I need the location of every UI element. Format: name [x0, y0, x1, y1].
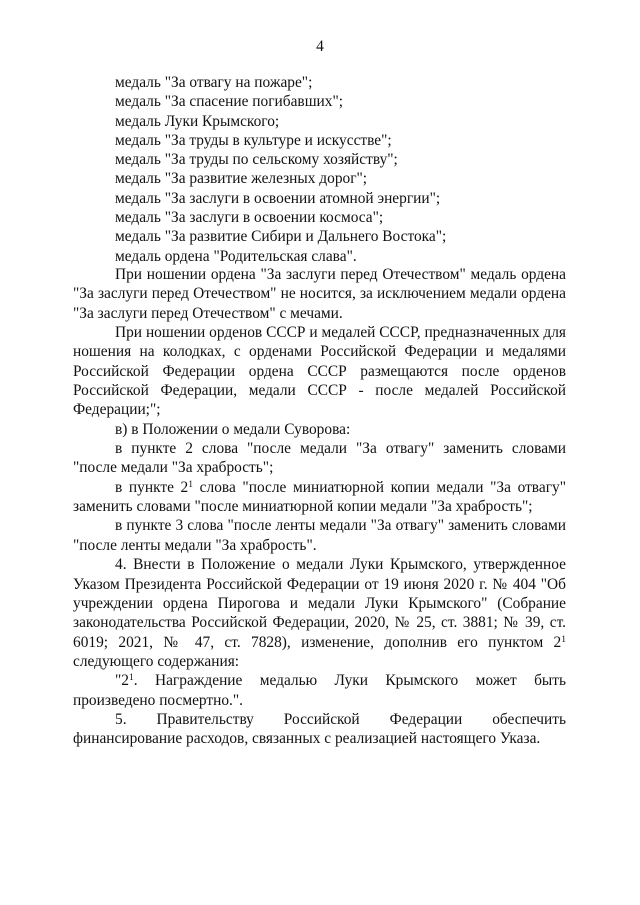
paragraph-suvorov-heading: в) в Положении о медали Суворова: [115, 420, 351, 438]
paragraph-item-4 [73, 555, 566, 671]
paragraph-quote [73, 671, 566, 710]
list-item: медаль "За заслуги в освоении атомной энергии"; [115, 189, 441, 207]
list-item: медаль "За труды в культуре и искусстве"; [115, 131, 392, 149]
text-segment: в пункте 2 [115, 478, 189, 496]
list-item: медаль "За развитие железных дорог"; [115, 170, 368, 188]
paragraph-point-3: в пункте 3 слова "после ленты медали "За отвагу" заменить словами "после ленты медали "За храбрость". [73, 517, 566, 554]
text-segment: слова "после миниатюрной копии медали "За отвагу" заменить словами "после миниатюрной копии медали "За храбрость"; [73, 478, 566, 516]
text-segment: 4. Внести в Положение о медали Луки Крымского, утвержденное Указом Президента Российской Федерации от 19 июня 2020 г. № 404 "Об учреждении ордена Пирогова и медали Луки Крымского" (Собрание законодательства Российской Федерации, 2020, № 25, ст. 3881; № 39, ст. 6019; 2021, № 47, ст. 7828), изменение, дополнив его пунктом 2 [73, 556, 566, 651]
medal-list [115, 73, 575, 266]
paragraph-item-5: 5. Правительству Российской Федерации обеспечить финансирование расходов, связанных с реализацией настоящего Указа. [73, 710, 566, 748]
list-item: медаль "За спасение погибавших"; [115, 93, 344, 111]
paragraph-ussr-orders: При ношении орденов СССР и медалей СССР, предназначенных для ношения на колодках, с орденами Российской Федерации и медалями Российской Федерации ордена СССР размещаются после орденов Российской Федерации, медали СССР - после медалей Российской Федерации;"; [73, 324, 566, 419]
document-body [73, 265, 566, 749]
paragraph-point-2: в пункте 2 слова "после медали "За отвагу" заменить словами "после медали "За храбрость"; [73, 440, 566, 477]
text-segment: . Награждение медалью Луки Крымского может быть произведено посмертно.". [73, 672, 566, 709]
superscript: 1 [561, 633, 566, 645]
paragraph-point-2-1 [73, 478, 566, 517]
list-item: медаль "За отвагу на пожаре"; [115, 74, 313, 91]
superscript: 1 [128, 671, 134, 683]
superscript: 1 [188, 478, 194, 490]
list-item: медаль "За развитие Сибири и Дальнего Востока"; [115, 228, 447, 246]
list-item: медаль "За заслуги в освоении космоса"; [115, 209, 384, 227]
paragraph-order-merit: При ношении ордена "За заслуги перед Отечеством" медаль ордена "За заслуги перед Отечеством" не носится, за исключением медали ордена "За заслуги перед Отечеством" с мечами. [73, 266, 566, 322]
page-number: 4 [316, 38, 324, 55]
list-item: медаль ордена "Родительская слава". [115, 247, 357, 265]
list-item: медаль Луки Крымского; [115, 112, 280, 130]
text-segment: следующего содержания: [73, 652, 240, 670]
list-item: медаль "За труды по сельскому хозяйству"; [115, 151, 398, 169]
text-segment: "2 [115, 672, 129, 690]
